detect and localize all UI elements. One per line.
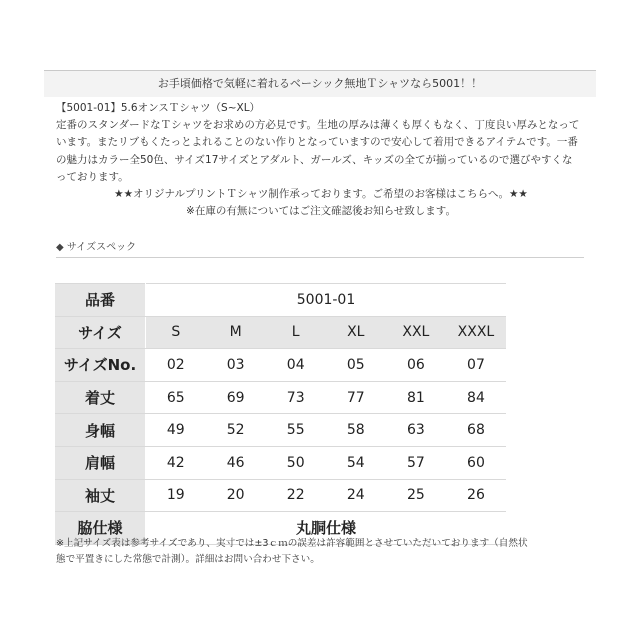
size-spec-divider [56,257,584,258]
table-cell: 50 [266,446,326,479]
size-note [56,536,596,568]
product-code: 5001-01 [146,284,507,317]
table-row-length [55,381,506,414]
table-cell: 20 [206,479,266,512]
table-cell: 42 [146,446,206,479]
table-cell: 58 [326,414,386,447]
table-row-shoulder [55,446,506,479]
table-cell: 04 [266,349,326,382]
table-cell: 24 [326,479,386,512]
table-cell: 02 [146,349,206,382]
table-cell: 26 [446,479,506,512]
description-line: います。またリブもくたっとよれることのない作りとなっていますので安心して着用できるアイテムです。一番 [56,136,578,149]
table-row-product [55,284,506,317]
table-cell: 84 [446,381,506,414]
table-cell: 69 [206,381,266,414]
size-spec-heading: ◆ サイズスペック [56,242,137,253]
table-cell: 73 [266,381,326,414]
table-cell: 07 [446,349,506,382]
table-row-size [55,316,506,349]
table-cell: 46 [206,446,266,479]
table-cell: 77 [326,381,386,414]
row-label: 肩幅 [55,446,146,479]
table-cell: 55 [266,414,326,447]
table-cell: 22 [266,479,326,512]
row-label: 脇仕様 [55,512,146,545]
table-row-size-no [55,349,506,382]
table-cell: 52 [206,414,266,447]
table-cell: 57 [386,446,446,479]
table-cell: 19 [146,479,206,512]
table-cell: 65 [146,381,206,414]
table-row-width [55,414,506,447]
table-cell: 68 [446,414,506,447]
table-cell: L [266,316,326,349]
table-row-sleeve [55,479,506,512]
table-cell: XXL [386,316,446,349]
note-line: 態で平置きにした常態で計測）。詳細はお問い合わせ下さい。 [56,554,320,565]
table-cell: 49 [146,414,206,447]
stock-notice: ※在庫の有無についてはご注文確認後お知らせ致します。 [186,205,456,218]
row-label: 着丈 [55,381,146,414]
description-line: っております。 [56,170,129,183]
row-label: サイズ [55,316,146,349]
row-label: 身幅 [55,414,146,447]
table-cell: 60 [446,446,506,479]
row-label: 品番 [55,284,146,317]
table-cell: 54 [326,446,386,479]
table-cell: 81 [386,381,446,414]
table-cell: 06 [386,349,446,382]
size-spec-table [55,283,506,545]
table-cell: XXXL [446,316,506,349]
description-line: 【5001-01】5.6オンスＴシャツ（S~XL） [56,102,261,114]
headline-banner: お手頃価格で気軽に着れるベーシック無地Ｔシャツなら5001！！ [44,70,596,97]
table-cell: 03 [206,349,266,382]
table-cell: 63 [386,414,446,447]
row-label: サイズNo. [55,349,146,382]
table-cell: 05 [326,349,386,382]
table-cell: 25 [386,479,446,512]
description-line: 定番のスタンダードなＴシャツをお求めの方必見です。生地の厚みは薄くも厚くもなく、丁度良い厚みとなって [56,119,580,132]
description-line: の魅力はカラー全50色、サイズ17サイズとアダルト、ガールズ、キッズの全てが揃っているので選びやすくな [56,153,573,166]
table-cell: XL [326,316,386,349]
product-description [56,100,586,220]
table-cell: S [146,316,206,349]
print-service-link-text[interactable]: ★★オリジナルプリントＴシャツ制作承っております。ご希望のお客様はこちらへ。★★ [114,187,528,200]
body-construction: 丸胴仕様 [146,512,507,545]
table-cell: M [206,316,266,349]
note-line: ※上記サイズ表は参考サイズであり、実寸では±3ｃｍの誤差は許容範囲とさせていただいております（自然状 [56,538,528,549]
row-label: 袖丈 [55,479,146,512]
